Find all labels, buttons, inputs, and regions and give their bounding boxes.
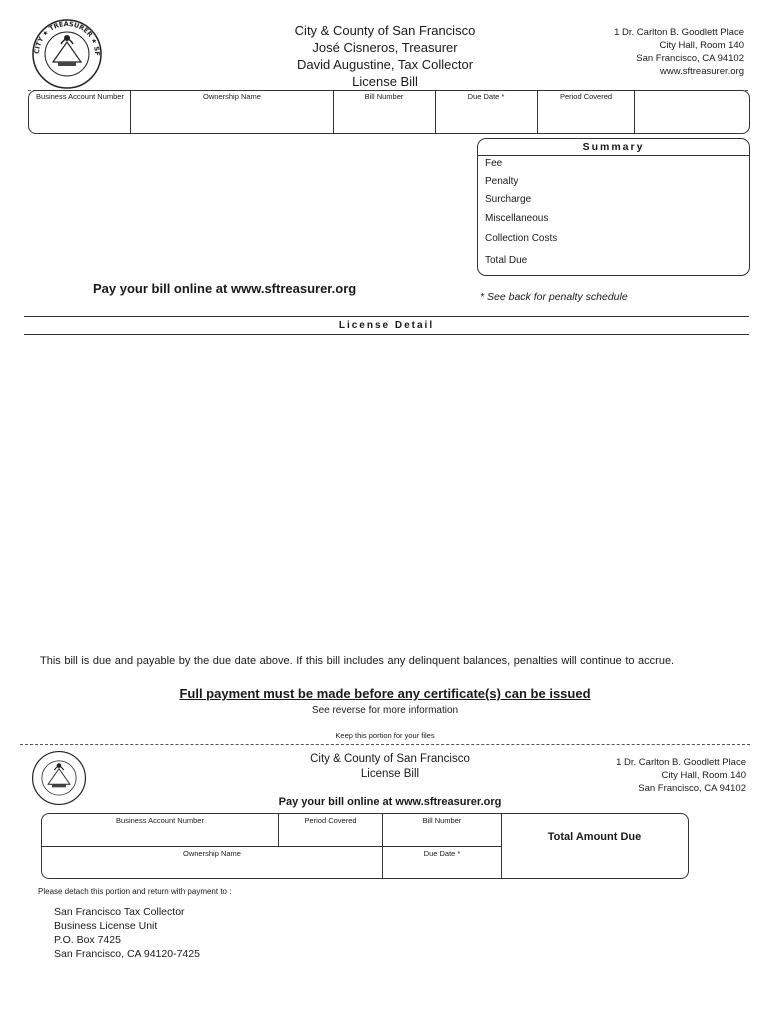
stub-label-ownership: Ownership Name (183, 849, 241, 858)
summary-row-total: Total Due (485, 255, 528, 266)
header-treasurer: José Cisneros, Treasurer (312, 40, 458, 55)
return-address-line: P.O. Box 7425 (54, 934, 121, 946)
stub-address (616, 756, 746, 795)
stub-city: City & County of San Francisco (310, 753, 470, 765)
detach-instruction: Please detach this portion and return with payment to : (38, 887, 232, 896)
penalty-schedule-note: * See back for penalty schedule (480, 291, 628, 303)
summary-row-collection: Collection Costs (485, 233, 558, 244)
pay-online-note: Pay your bill online at www.sftreasurer.org (93, 281, 357, 296)
stub-pay-online-note: Pay your bill online at www.sftreasurer.org (278, 796, 502, 808)
field-label-ownership: Ownership Name (203, 92, 261, 101)
header-title-block (270, 22, 500, 90)
summary-row-misc: Miscellaneous (485, 213, 549, 224)
full-payment-notice: Full payment must be made before any certificate(s) can be issued (179, 686, 591, 701)
detach-line (20, 744, 750, 745)
field-label-bill-number: Bill Number (364, 92, 404, 101)
summary-row-surcharge: Surcharge (485, 194, 532, 205)
field-label-account: Business Account Number (36, 92, 124, 101)
stub-label-account: Business Account Number (116, 816, 204, 825)
stub-label-bill-number: Bill Number (422, 816, 462, 825)
stub-total-amount-due: Total Amount Due (547, 831, 642, 843)
address-line: San Francisco, CA 94102 (638, 783, 746, 794)
header-tax-collector: David Augustine, Tax Collector (296, 57, 474, 72)
stub-label-period: Period Covered (304, 816, 357, 825)
return-address-line: San Francisco Tax Collector (54, 906, 185, 918)
header-city: City & County of San Francisco (294, 23, 476, 38)
return-address-line: San Francisco, CA 94120-7425 (54, 948, 200, 960)
address-line: City Hall, Room 140 (661, 770, 746, 781)
summary-title: Summary (582, 141, 645, 153)
stub-label-due-date: Due Date * (423, 849, 461, 858)
payment-stub-box (41, 813, 689, 879)
license-detail-header: License Detail (24, 316, 749, 335)
field-label-due-date: Due Date * (467, 92, 505, 101)
summary-box (477, 138, 750, 276)
stub-bill-type: License Bill (360, 768, 420, 780)
return-address (54, 905, 200, 961)
return-address-line: Business License Unit (54, 920, 158, 932)
field-label-period: Period Covered (559, 92, 613, 101)
address-line: 1 Dr. Carlton B. Goodlett Place (616, 757, 746, 768)
summary-row-fee: Fee (485, 158, 503, 169)
city-seal-logo (31, 18, 103, 90)
header-address (614, 26, 744, 78)
see-reverse-note: See reverse for more information (311, 705, 459, 716)
bill-info-box (28, 90, 750, 134)
stub-title-block (290, 752, 490, 782)
header-bill-type: License Bill (352, 74, 418, 89)
summary-row-penalty: Penalty (485, 176, 519, 187)
address-line: City Hall, Room 140 (659, 40, 744, 51)
keep-portion-note: Keep this portion for your files (335, 731, 435, 740)
address-line: San Francisco, CA 94102 (636, 53, 744, 64)
address-line: 1 Dr. Carlton B. Goodlett Place (614, 27, 744, 38)
seal-lettering: CITY ★ TREASURER ★ SF (32, 19, 102, 56)
address-website: www.sftreasurer.org (660, 66, 744, 77)
due-payable-note: This bill is due and payable by the due date above. If this bill includes any delinquent balances, penalties will continue to accrue. (40, 655, 675, 667)
